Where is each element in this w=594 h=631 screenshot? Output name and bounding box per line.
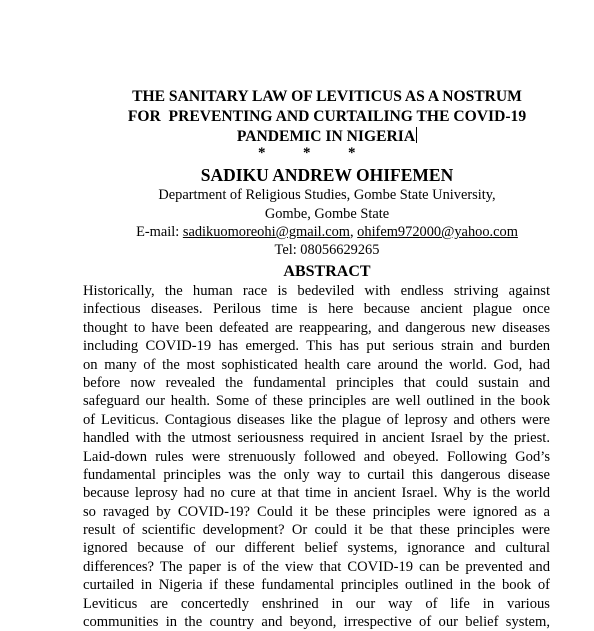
title-line-1: THE SANITARY LAW OF LEVITICUS AS A NOSTRUM bbox=[132, 88, 522, 105]
abstract-line: Leviticus are concertedly enshrined in our way of life in various bbox=[83, 595, 550, 612]
abstract-line: infectious diseases. Perilous time is here because ancient plague once bbox=[83, 301, 550, 318]
abstract-line: of Leviticus. Contagious diseases like the plague of leprosy and others were bbox=[83, 411, 550, 428]
affiliation-line-2: Gombe, Gombe State bbox=[264, 206, 390, 222]
email-line bbox=[60, 223, 594, 242]
abstract-line: ignored because of our different belief systems, ignorance and cultural bbox=[83, 540, 550, 557]
abstract-line: thought to have been defeated are reappearing, and dangerous new diseases bbox=[83, 319, 550, 336]
title-line-2: FOR PREVENTING AND CURTAILING THE COVID-19 bbox=[127, 108, 527, 125]
text-cursor bbox=[416, 127, 417, 143]
abstract-line: Historically, the human race is bedeviled with endless striving against bbox=[83, 283, 550, 299]
email-link-gmail[interactable]: sadikuomoreohi@gmail.com bbox=[182, 224, 350, 240]
author-name: SADIKU ANDREW OHIFEMEN bbox=[200, 165, 454, 185]
abstract-line: result of scientific development? Or could it be that these principles were bbox=[83, 522, 550, 539]
abstract-line: on many of the most sophisticated health care around the world. God, had bbox=[83, 356, 550, 373]
abstract-line: including COVID-19 has emerged. This has put serious strain and burden bbox=[83, 338, 550, 355]
abstract-line: before now revealed the fundamental principles that could sustain and bbox=[83, 374, 550, 391]
abstract-heading: ABSTRACT bbox=[283, 263, 371, 280]
affiliation-line-1: Department of Religious Studies, Gombe State University, bbox=[158, 187, 496, 203]
author-affiliation bbox=[60, 186, 594, 224]
section-separator: * * * bbox=[258, 145, 356, 161]
telephone: Tel: 08056629265 bbox=[274, 242, 380, 258]
abstract-body bbox=[83, 282, 550, 631]
abstract-line: Laid-down rules were strenuously followed and obeyed. Following God’s bbox=[83, 448, 550, 465]
abstract-line: differences? The paper is of the view that COVID-19 can be prevented and bbox=[83, 558, 550, 575]
title-line-3-text: PANDEMIC IN NIGERIA bbox=[236, 128, 416, 145]
abstract-line: safeguard our health. Some of these principles are well outlined in the book bbox=[83, 393, 550, 410]
abstract-line: handled with the utmost seriousness required in ancient Israel by the priest. bbox=[83, 430, 550, 447]
abstract-line: so ravaged by COVID-19? Could it be these principles were ignored as a bbox=[83, 503, 550, 520]
abstract-line: communities in the country and beyond, irrespective of our belief system, bbox=[83, 614, 550, 631]
abstract-line: because leprosy had no cure at that time in ancient Israel. Why is the world bbox=[83, 485, 550, 502]
abstract-line: curtailed in Nigeria if these fundamental principles outlined in the book of bbox=[83, 577, 550, 594]
abstract-line: fundamental principles was the only way to curtail this dangerous disease bbox=[83, 466, 550, 483]
email-label: E-mail: bbox=[136, 224, 183, 240]
paper-title bbox=[60, 87, 594, 147]
email-link-yahoo[interactable]: ohifem972000@yahoo.com bbox=[357, 224, 518, 240]
email-separator: , bbox=[349, 224, 358, 240]
